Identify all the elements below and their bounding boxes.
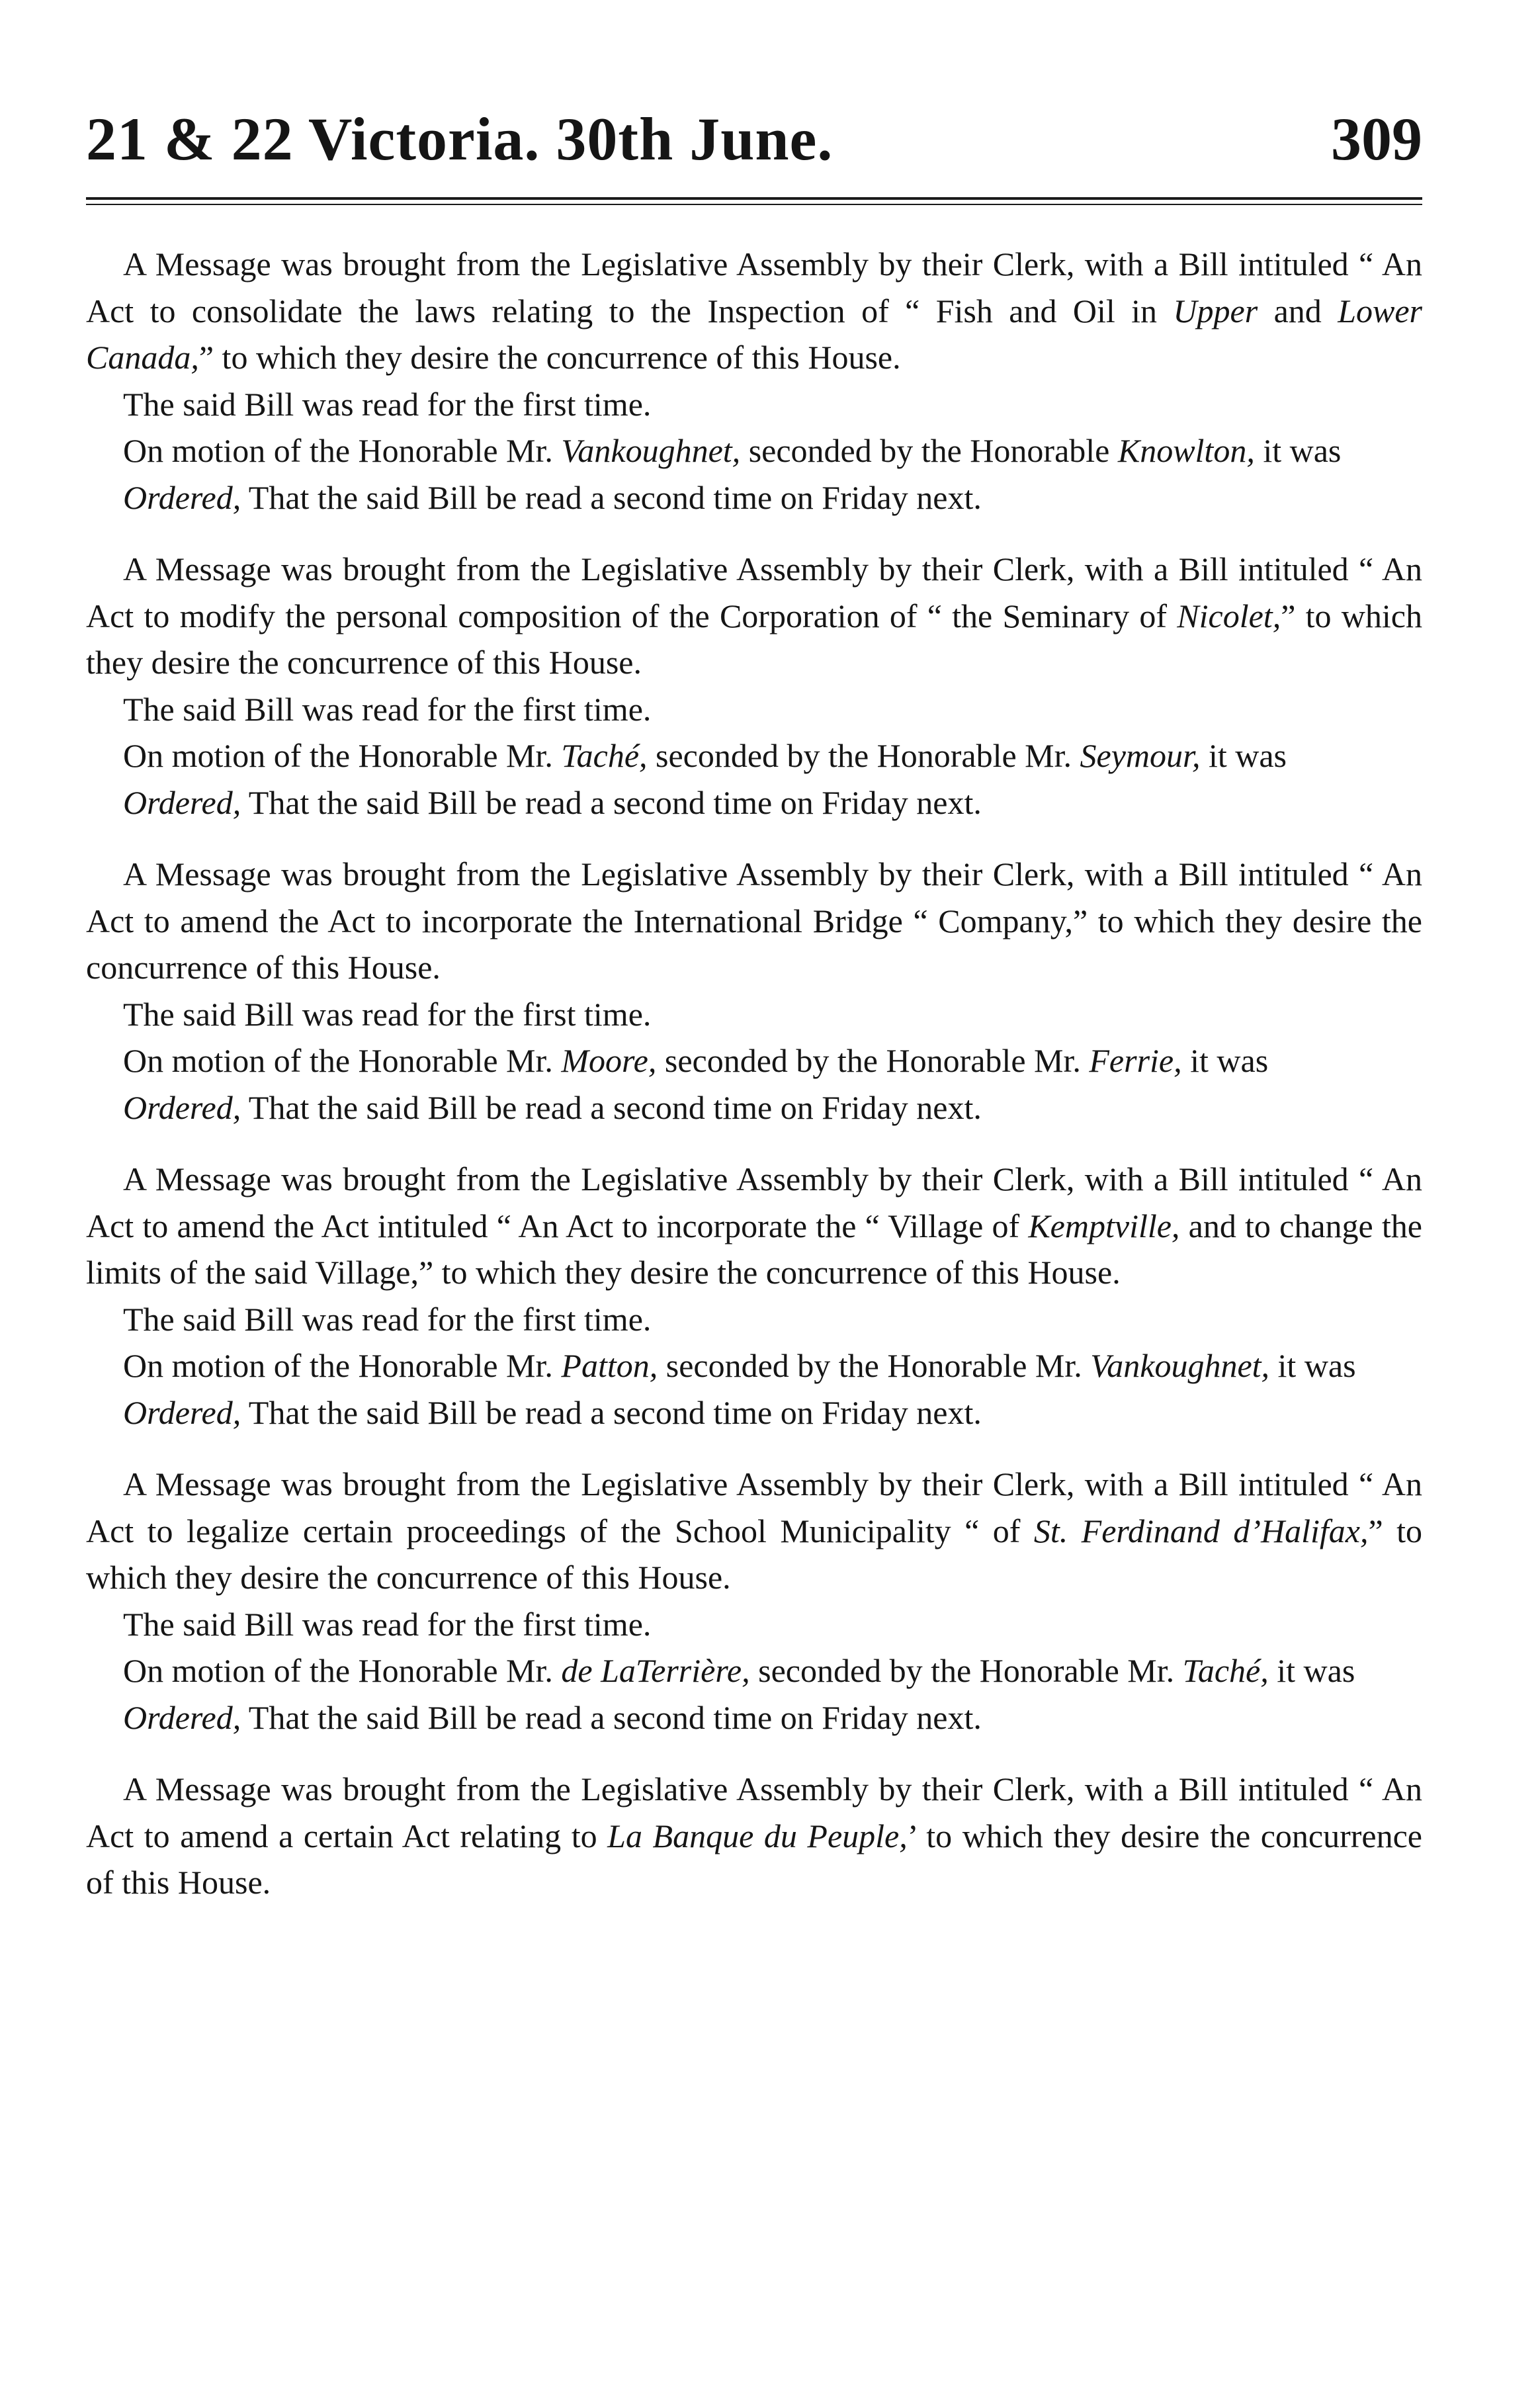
journal-entry	[86, 851, 1422, 1131]
mover-name: Vankoughnet,	[561, 432, 741, 469]
message-paragraph: A Message was brought from the Legislative Assembly by their Clerk, with a Bill intituled “ An Act to consolidate the laws relating to the Inspection of “ Fish and Oil in Upper and Lower Canada,” to which they desire the concurrence of this House.	[86, 245, 1422, 376]
motion-paragraph: On motion of the Honorable Mr. de LaTerrière, seconded by the Honorable Mr. Taché, it was	[123, 1652, 1355, 1689]
mover-name: Moore,	[561, 1042, 657, 1079]
motion-paragraph: On motion of the Honorable Mr. Vankoughnet, seconded by the Honorable Knowlton, it was	[123, 432, 1342, 469]
first-reading-line: The said Bill was read for the first time.	[123, 690, 652, 728]
first-reading-line: The said Bill was read for the first time.	[123, 1605, 652, 1643]
page-number: 309	[1331, 105, 1422, 173]
order-line: Ordered, That the said Bill be read a second time on Friday next.	[123, 1698, 982, 1736]
order-line: Ordered, That the said Bill be read a second time on Friday next.	[123, 783, 982, 821]
message-paragraph: A Message was brought from the Legislative Assembly by their Clerk, with a Bill intituled “ An Act to amend a certain Act relating to La Banque du Peuple,’ to which they desire the concurrence of this House.	[86, 1770, 1422, 1901]
order-line: Ordered, That the said Bill be read a second time on Friday next.	[123, 1088, 982, 1126]
mover-name: Taché,	[561, 737, 648, 774]
journal-entry	[86, 1156, 1422, 1436]
message-paragraph: A Message was brought from the Legislative Assembly by their Clerk, with a Bill intituled “ An Act to modify the personal composition of the Corporation of “ the Seminary of Nicolet,” to which they desire the concurrence of this House.	[86, 550, 1422, 681]
journal-entry	[86, 546, 1422, 826]
journal-entry	[86, 241, 1422, 521]
journal-body	[86, 241, 1422, 1906]
journal-entry	[86, 1461, 1422, 1741]
first-reading-line: The said Bill was read for the first time.	[123, 1300, 652, 1338]
running-title: 21 & 22 Victoria. 30th June.	[86, 105, 834, 173]
order-line: Ordered, That the said Bill be read a second time on Friday next.	[123, 478, 982, 516]
seconder-name: Ferrie,	[1089, 1042, 1182, 1079]
page-header	[86, 99, 1422, 179]
order-line: Ordered, That the said Bill be read a second time on Friday next.	[123, 1393, 982, 1431]
seconder-name: Vankoughnet,	[1090, 1347, 1270, 1384]
journal-entry	[86, 1766, 1422, 1906]
mover-name: de LaTerrière,	[561, 1652, 750, 1689]
motion-paragraph: On motion of the Honorable Mr. Moore, seconded by the Honorable Mr. Ferrie, it was	[123, 1042, 1269, 1079]
first-reading-line: The said Bill was read for the first time.	[123, 995, 652, 1033]
message-paragraph: A Message was brought from the Legislative Assembly by their Clerk, with a Bill intituled “ An Act to amend the Act intituled “ An Act to incorporate the “ Village of Kemptville, and to change the limits of the said Village,” to which they desire the concurrence of this House.	[86, 1160, 1423, 1291]
message-paragraph: A Message was brought from the Legislative Assembly by their Clerk, with a Bill intituled “ An Act to legalize certain proceedings of the School Municipality “ of St. Ferdinand d’Halifax,” to which they desire the concurrence of this House.	[86, 1465, 1423, 1596]
mover-name: Patton,	[561, 1347, 658, 1384]
motion-paragraph: On motion of the Honorable Mr. Taché, seconded by the Honorable Mr. Seymour, it was	[123, 737, 1287, 774]
journal-page	[86, 99, 1422, 1931]
seconder-name: Taché,	[1182, 1652, 1269, 1689]
message-paragraph: A Message was brought from the Legislative Assembly by their Clerk, with a Bill intituled “ An Act to amend the Act to incorporate the International Bridge “ Company,” to which they desire the concurrence of this House.	[86, 855, 1422, 986]
seconder-name: Seymour,	[1080, 737, 1201, 774]
motion-paragraph: On motion of the Honorable Mr. Patton, seconded by the Honorable Mr. Vankoughnet, it was	[123, 1347, 1356, 1384]
seconder-name: Knowlton,	[1117, 432, 1255, 469]
first-reading-line: The said Bill was read for the first time.	[123, 385, 652, 423]
header-rule	[86, 197, 1422, 205]
